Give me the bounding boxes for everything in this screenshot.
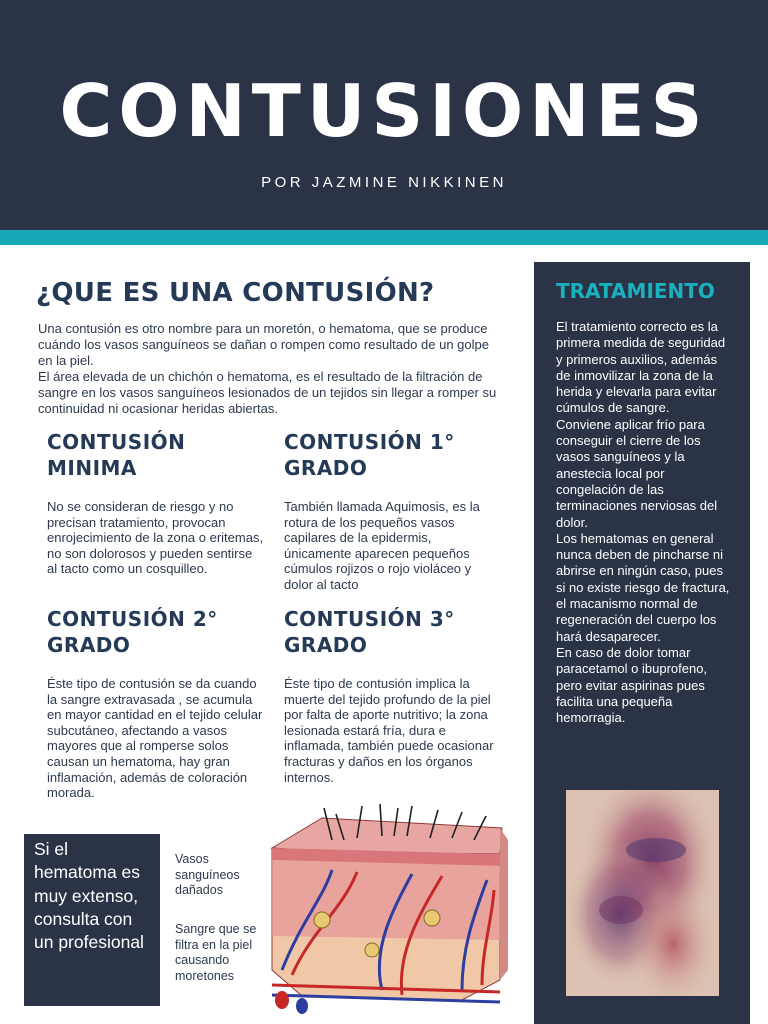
section-title-grado-2: CONTUSIÓN 2° GRADO xyxy=(47,607,218,657)
intro-heading: ¿QUE ES UNA CONTUSIÓN? xyxy=(36,278,435,308)
treatment-paragraph-1: El tratamiento correcto es la primera medida de seguridad y primeros auxilios, además de inmovilizar la zona de la herida y elevarla para evitar cúmulos de sangre. xyxy=(556,319,726,416)
diagram-label-blood: Sangre que se filtra en la piel causando moretones xyxy=(175,922,257,983)
bruise-photo xyxy=(566,790,719,996)
section-title-grado-1: CONTUSIÓN 1° GRADO xyxy=(284,430,455,480)
page-title: CONTUSIONES xyxy=(59,69,709,153)
skin-cross-section-illustration xyxy=(262,800,510,1022)
callout-text: Si el hematoma es muy extenso, consulta con un profesional xyxy=(34,839,144,953)
diagram-label-vessels: Vasos sanguíneos dañados xyxy=(175,852,240,897)
treatment-title: TRATAMIENTO xyxy=(556,279,715,303)
section-title-grado-3: CONTUSIÓN 3° GRADO xyxy=(284,607,455,657)
intro-paragraph-2: El área elevada de un chichón o hematoma, es el resultado de la filtración de sangre en los vasos sanguíneos lesionados de un tejidos sin llegar a romper su continuidad ni ocasionar heridas abiertas. xyxy=(38,369,497,416)
section-title-minima: CONTUSIÓN MINIMA xyxy=(47,430,186,480)
treatment-paragraph-4: En caso de dolor tomar paracetamol o ibuprofeno, pero evitar aspirinas pues facilita una pequeña hemorragia. xyxy=(556,644,708,726)
header-banner xyxy=(0,0,768,230)
treatment-paragraph-2: Conviene aplicar frío para conseguir el cierre de los vasos sanguíneos y la anestecia local por congelación de las terminaciones nerviosas del dolor. xyxy=(556,416,718,530)
intro-paragraph-1: Una contusión es otro nombre para un moretón, o hematoma, que se produce cuándo los vasos sanguíneos se dañan o rompen como resultado de un golpe en la piel. xyxy=(38,321,489,368)
section-text-minima: No se consideran de riesgo y no precisan tratamiento, provocan enrojecimiento de la zona o eritemas, no son dolorosos y pueden sentirse al tacto como un cosquilleo. xyxy=(47,499,264,577)
treatment-paragraph-3: Los hematomas en general nunca deben de pincharse ni abrirse en ningún caso, pues si no existe riesgo de fractura, el macanismo normal de regeneración del cuerpo los hará desaparecer. xyxy=(556,530,730,644)
section-text-grado-3: Éste tipo de contusión implica la muerte del tejido profundo de la piel por falta de aporte nutritivo; la zona lesionada estará fría, dura e inflamada, también puede ocasionar fracturas y daños en los órganos internos. xyxy=(284,676,494,785)
section-text-grado-2: Éste tipo de contusión se da cuando la sangre extravasada , se acumula en mayor cantidad en el tejido celular subcutáneo, afectando a vasos mayores que al romperse solos causan un hematoma, hay gran inflamación, además de coloración morada. xyxy=(47,676,263,801)
accent-band xyxy=(0,230,768,245)
author-byline: POR JAZMINE NIKKINEN xyxy=(261,174,507,191)
treatment-text xyxy=(556,319,734,726)
section-text-grado-1: También llamada Aquimosis, es la rotura de los pequeños vasos capilares de la epidermis, únicamente aparecen pequeños cúmulos rojizos o rojo violáceo y dolor al tacto xyxy=(284,499,480,592)
intro-text xyxy=(38,321,498,417)
